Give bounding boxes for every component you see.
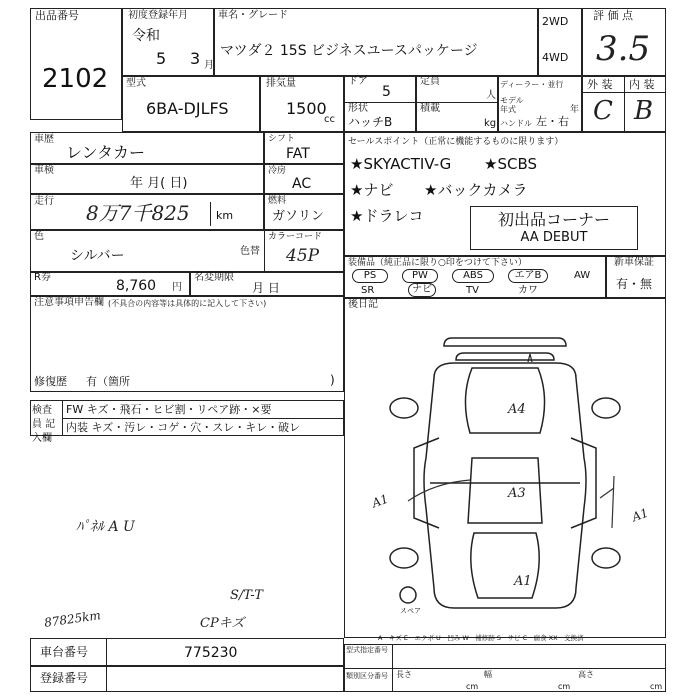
int-score: B [634, 96, 654, 126]
notes-box [30, 296, 344, 392]
inspection-label: 車検 [34, 165, 54, 176]
fuel-value: ガソリン [272, 209, 325, 224]
equipment-pw: PW [402, 269, 438, 283]
tax-unit: 円 [172, 282, 182, 293]
history-value: レンタカー [66, 143, 145, 162]
selling-item: ★ドラレコ [350, 207, 424, 225]
equipment-sr: SR [361, 285, 375, 296]
cooling-value: AC [292, 176, 312, 192]
door-label: ドア [348, 76, 368, 87]
mileage-label: 走行 [34, 196, 54, 207]
damage-mark-side: A1 [630, 505, 651, 525]
equipment-abs: ABS [452, 269, 494, 283]
fuel-label: 燃料 [268, 196, 287, 206]
handle-value: 左・右 [536, 115, 569, 128]
equipment-airbag: エアB [508, 269, 548, 283]
chassis-value: 775230 [184, 645, 238, 661]
check-mark-front [528, 354, 532, 362]
inspector-row-interior: 内装 キズ・汚レ・コゲ・穴・スレ・キレ・破レ [66, 421, 301, 434]
repair-close: ) [330, 373, 335, 387]
reg-year: 5 [156, 49, 167, 68]
model-name: マツダ２ 15S ビジネスユースパッケージ [220, 43, 478, 59]
load-unit: kg [484, 118, 497, 129]
width-label: 幅 [484, 670, 492, 679]
damage-mark-rear: A1 [514, 574, 532, 589]
door-value: 5 [382, 84, 391, 100]
body-value: ハッチB [348, 115, 393, 129]
height-label: 高さ [578, 670, 594, 679]
rear-seat-label: 後日記 [348, 299, 378, 310]
reg-era: 令和 [132, 28, 160, 44]
equipment-ps: PS [352, 269, 388, 283]
history-label: 車歴 [34, 134, 54, 145]
notes-title: 注意事項申告欄 [34, 297, 104, 308]
spare-label: スペア [400, 607, 421, 615]
drive-2wd: 2WD [542, 15, 569, 28]
category-label: 類別区分番号 [346, 672, 388, 680]
model-label: 車名・グレード [218, 10, 288, 21]
ext-score: C [593, 96, 613, 126]
selling-item: ★SKYACTIV-G [350, 155, 452, 173]
handwritten-mileage: 87825km [43, 608, 102, 630]
equipment-navi: ナビ [408, 283, 436, 297]
wheel-front-right [592, 398, 620, 418]
tax-box [30, 272, 190, 296]
type-designation-label: 型式指定番号 [346, 646, 388, 654]
dealer-label: ディーラー・並行 [500, 80, 564, 89]
diagram-outline [424, 363, 586, 608]
equipment-tv: TV [466, 285, 479, 296]
deadline-label: 名変期限 [194, 272, 234, 283]
reg-month: 3 [190, 49, 201, 68]
score-label: 評 価 点 [593, 9, 633, 22]
equipment-aw: AW [574, 270, 591, 281]
type-value: 6BA-DJLFS [146, 99, 229, 118]
reg-number-label: 登録番号 [40, 671, 89, 685]
tax-value: 8,760 [116, 278, 157, 294]
score-value: 3.5 [596, 29, 651, 69]
reg-month-suffix: 月 [204, 60, 214, 71]
cc-unit: cc [324, 114, 335, 125]
equipment-leather: カワ [518, 285, 538, 296]
cc-label: 排気量 [266, 78, 296, 89]
capacity-label: 定員 [420, 76, 440, 87]
damage-mark-left: A1 [370, 491, 391, 511]
car-diagram [344, 308, 666, 638]
mileage-unit: km [216, 209, 234, 222]
diagram-hood [465, 368, 544, 433]
inspection-value: 年 月( 日) [130, 176, 188, 191]
tax-label: R券 [34, 272, 51, 283]
inspector-label: 検査員 記入欄 [32, 405, 56, 444]
debut-stamp-title: 初出品コーナー [497, 210, 610, 229]
drive-4wd: 4WD [542, 51, 569, 64]
new-car-title: 新車保証 [614, 257, 654, 268]
auction-sheet [30, 8, 666, 692]
color-code-value: 45P [286, 246, 320, 266]
color-code-label: カラーコード [268, 232, 323, 242]
ext-label: 外 装 [587, 78, 613, 91]
deadline-value: 月 日 [252, 281, 280, 295]
wheel-rear-left [390, 548, 418, 568]
shift-label: シフト [268, 134, 296, 144]
handle-label: ハンドル [500, 119, 532, 128]
height-unit: cm [650, 682, 663, 691]
equipment-title: 装備品（純正品に限り○印をつけて下さい） [348, 258, 527, 268]
handwritten-remark: ﾊﾟﾈﾙ A U [76, 519, 135, 535]
wheel-rear-right [592, 548, 620, 568]
length-unit: cm [466, 682, 479, 691]
width-unit: cm [558, 682, 571, 691]
cc-value: 1500 [286, 99, 327, 118]
repair-label: 修復歴 [34, 375, 67, 388]
body-label: 形状 [348, 103, 368, 114]
debut-stamp [470, 206, 638, 250]
shift-value: FAT [286, 146, 310, 162]
load-label: 積載 [420, 103, 440, 114]
color-value: シルバー [70, 248, 125, 264]
damage-mark-front: A4 [508, 402, 526, 417]
color-label: 色 [34, 231, 44, 242]
type-label: 型式 [126, 78, 146, 89]
new-car-value: 有・無 [616, 277, 653, 291]
notes-subtitle: (不具合の内容等は具体的に記入して下さい) [108, 299, 267, 308]
selling-item: ★バックカメラ [424, 181, 528, 199]
int-label: 内 装 [629, 78, 655, 91]
color-change-label: 色替 [240, 246, 260, 257]
debut-stamp-subtitle: AA DEBUT [520, 230, 588, 245]
selling-item: ★SCBS [484, 155, 537, 173]
length-label: 長さ [396, 670, 412, 679]
selling-title: セールスポイント（正常に機能するものに限ります） [348, 137, 564, 147]
diagram-legend: A－キズ E－エクボ U－凹み W－補修跡 S－サビ C－腐食 XX－交換済 [378, 634, 584, 642]
inspector-row-fw: FW キズ・飛石・ヒビ割・リペア跡・×要 [66, 403, 272, 416]
capacity-unit: 人 [486, 90, 496, 101]
lot-label: 出品番号 [35, 9, 79, 22]
model-year-label: モデル 年式 [500, 96, 524, 114]
chassis-label: 車台番号 [40, 645, 89, 659]
lot-number: 2102 [42, 64, 109, 94]
model-year-unit: 年 [570, 105, 580, 115]
spare-wheel [400, 587, 416, 603]
diagram-roof [468, 458, 542, 523]
wheel-front-left [390, 398, 418, 418]
selling-item: ★ナビ [350, 181, 394, 199]
handwritten-dealer: CPキズ [200, 616, 245, 631]
handwritten-diagram-note: S/T-T [230, 588, 263, 603]
repair-value: 有（箇所 [86, 375, 130, 388]
reg-label: 初度登録年月 [128, 10, 188, 21]
damage-mark-top: A3 [508, 486, 526, 501]
cooling-label: 冷房 [268, 166, 287, 176]
mileage-value: 8万7千825 [86, 201, 190, 225]
